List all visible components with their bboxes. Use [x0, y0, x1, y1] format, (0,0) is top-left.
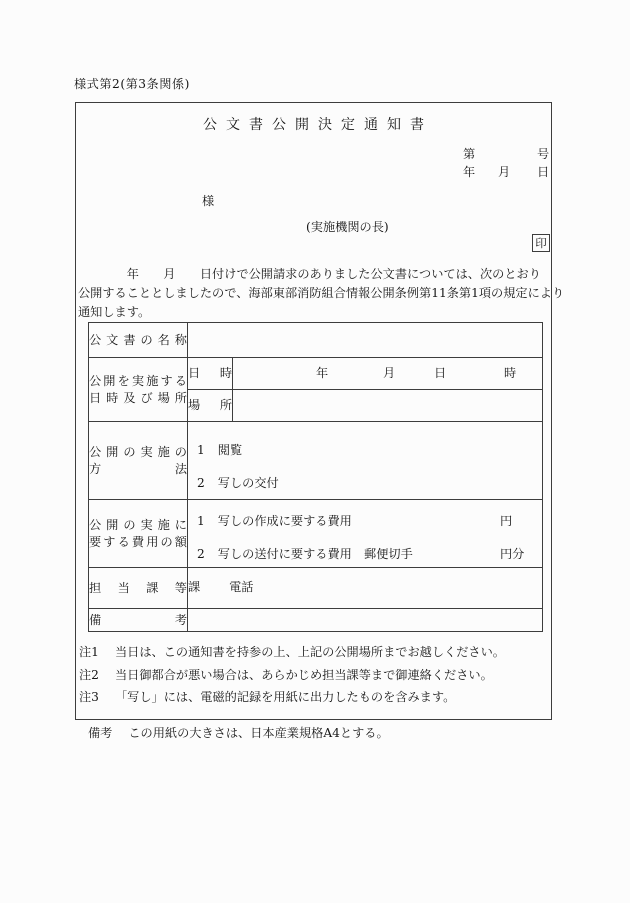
- doc-date-day: 日: [537, 165, 550, 179]
- note-number: 注3: [79, 690, 99, 704]
- note-number: 注1: [79, 645, 99, 659]
- row-label-department: [89, 568, 188, 609]
- doc-date-year: 年: [463, 165, 476, 179]
- row-label-text: 公 文 書 の 名 称: [89, 332, 187, 347]
- note-item: [79, 689, 541, 705]
- remark-text: この用紙の大きさは、日本産業規格A4とする。: [128, 726, 389, 740]
- note-text: 当日御都合が悪い場合は、あらかじめ担当課等まで御連絡ください。: [115, 667, 493, 682]
- addressee-honorific: 様: [202, 194, 215, 208]
- table-row-remarks: [89, 609, 543, 632]
- table-row-datetime: [89, 358, 543, 390]
- table-row-method: [89, 422, 543, 500]
- row-label-remarks: [89, 609, 188, 632]
- sub-label-datetime: [188, 358, 233, 390]
- row-label-text: 要 す る 費 用 の 額: [89, 534, 187, 549]
- doc-number-prefix: 第: [463, 147, 476, 161]
- department-unit-label: 課: [188, 580, 201, 595]
- sub-label-text: 場 所: [188, 397, 232, 412]
- row-label-datetime-place: [89, 358, 188, 422]
- fee-unit-label: 円分: [500, 546, 525, 561]
- row-label-fee: [89, 500, 188, 568]
- method-option: [197, 442, 542, 459]
- table-row-department: [89, 568, 543, 609]
- note-item: [79, 667, 541, 683]
- fee-item: [197, 546, 542, 563]
- datetime-unit-hour: 時: [504, 365, 517, 380]
- cell-method-options: [188, 422, 543, 500]
- row-label-text: 公 開 を 実 施 す る: [89, 373, 187, 388]
- row-label-text: 備 考: [89, 612, 187, 627]
- issuer-label: (実施機関の長): [306, 220, 389, 234]
- body-paragraph: [78, 265, 565, 322]
- fee-item-text: 写しの作成に要する費用: [217, 513, 352, 528]
- fee-item-text: 写しの送付に要する費用 郵便切手: [217, 546, 413, 561]
- fee-unit-label: 円: [500, 513, 513, 528]
- disclosure-table: [88, 322, 543, 632]
- row-label-method: [89, 422, 188, 500]
- note-number: 注2: [79, 667, 99, 682]
- phone-label: 電話: [229, 580, 254, 595]
- fee-item-number: 1: [197, 513, 205, 528]
- row-label-text: 公 開 の 実 施 の: [89, 444, 187, 459]
- row-label-text: 日 時 及 び 場 所: [89, 390, 187, 405]
- body-line: 通知します。: [78, 305, 151, 319]
- fee-item: [197, 513, 542, 530]
- seal-stamp-icon: 印: [532, 234, 550, 252]
- sub-label-text: 日 時: [188, 365, 232, 380]
- row-label-text: 公 開 の 実 施 に: [89, 517, 187, 532]
- remark-label: 備考: [88, 726, 113, 740]
- option-number: 2: [197, 476, 205, 490]
- body-line: 公開することとしましたので、海部東部消防組合情報公開条例第11条第1項の規定により: [78, 286, 565, 300]
- note-text: 当日は、この通知書を持参の上、上記の公開場所までお越しください。: [115, 645, 505, 659]
- row-label-text: 方 法: [89, 461, 187, 476]
- notes-list: [79, 644, 541, 712]
- sub-label-place: [188, 390, 233, 422]
- page-title: 公文書公開決定通知書: [203, 117, 433, 133]
- doc-date-month: 月: [498, 165, 511, 179]
- body-line: 年 月 日付けで公開請求のありました公文書については、次のとおり: [78, 267, 541, 281]
- form-style-label: 様式第2(第3条関係): [74, 77, 190, 91]
- cell-datetime-value: [233, 358, 543, 390]
- cell-fee-items: [188, 500, 543, 568]
- table-row-fee: [89, 500, 543, 568]
- datetime-unit-day: 日: [434, 365, 447, 380]
- doc-number-suffix: 号: [537, 147, 550, 161]
- method-option: [197, 475, 542, 492]
- datetime-unit-month: 月: [383, 365, 396, 380]
- paper-size-remark: [88, 726, 389, 742]
- cell-remarks-value: [188, 609, 543, 632]
- option-text: 閲覧: [217, 443, 243, 457]
- option-text: 写しの交付: [217, 476, 279, 490]
- cell-department-value: [188, 568, 543, 609]
- note-text: 「写し」には、電磁的記録を用紙に出力したものを含みます。: [115, 690, 456, 704]
- datetime-unit-year: 年: [316, 365, 329, 380]
- table-row-document-name: [89, 323, 543, 358]
- option-number: 1: [197, 443, 205, 457]
- fee-item-number: 2: [197, 546, 205, 561]
- row-label-text: 担 当 課 等: [89, 580, 187, 595]
- cell-place-value: [233, 390, 543, 422]
- note-item: [79, 644, 541, 660]
- cell-document-name-value: [188, 323, 543, 358]
- row-label-document-name: [89, 323, 188, 358]
